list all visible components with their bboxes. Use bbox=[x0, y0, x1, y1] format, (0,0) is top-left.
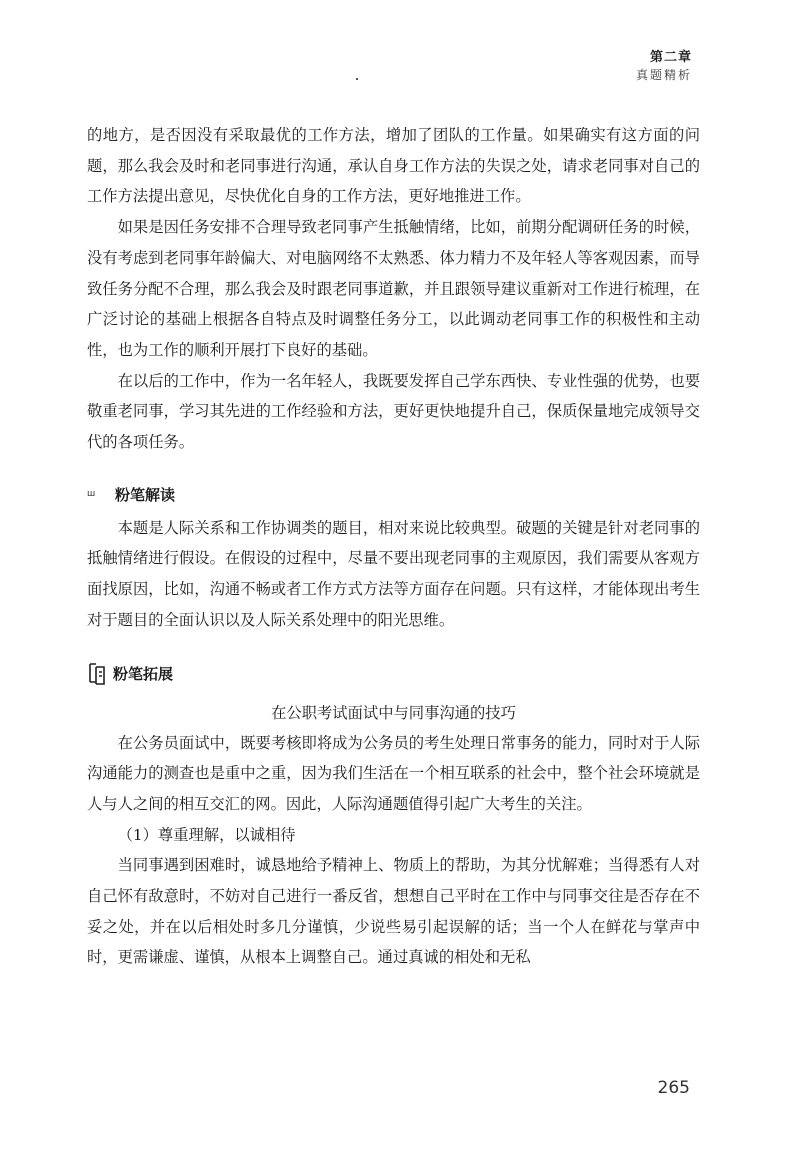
reading-section-icon: ш bbox=[87, 489, 97, 500]
paragraph: 在以后的工作中，作为一名年轻人，我既要发挥自己学东西快、专业性强的优势，也要敬重老同事，学习其先进的工作经验和方法，更好更快地提升自己，保质保量地完成领导交代的各项任务。 bbox=[87, 371, 700, 452]
point-paragraph: 当同事遇到困难时，诚恳地给予精神上、物质上的帮助，为其分忧解难；当得悉有人对自己怀有敌意时，不妨对自己进行一番反省，想想自己平时在工作中与同事交往是否存在不妥之处，并在以后相处时多几分谨慎，少说些易引起误解的话；当一个人在鲜花与掌声中时，更需谦虚、谨慎，从根本上调整自己。通过真诚的相处和无私 bbox=[87, 856, 700, 967]
extend-intro-paragraph: 在公务员面试中，既要考核即将成为公务员的考生处理日常事务的能力，同时对于人际沟通能力的测查也是重中之重，因为我们生活在一个相互联系的社会中，整个社会环境就是人与人之间的相互交汇的网。因此，人际沟通题值得引起广大考生的关注。 bbox=[87, 733, 700, 813]
point-heading: （1）尊重理解，以诚相待 bbox=[117, 825, 296, 844]
section-heading-reading bbox=[87, 484, 700, 505]
page-number: 265 bbox=[657, 1078, 690, 1098]
extend-subtitle: 在公职考试面试中与同事沟通的技巧 bbox=[271, 703, 516, 722]
section-title: 粉笔解读 bbox=[115, 485, 176, 504]
running-header-chapter: 第二章 bbox=[649, 50, 692, 65]
section-title: 粉笔拓展 bbox=[113, 665, 174, 684]
speck-mark bbox=[356, 78, 358, 80]
reading-paragraph: 本题是人际关系和工作协调类的题目，相对来说比较典型。破题的关键是针对老同事的抵触情绪进行假设。在假设的过程中，尽量不要出现老同事的主观原因，我们需要从客观方面找原因，比如，沟通不畅或者工作方式方法等方面存在问题。只有这样，才能体现出考生对于题目的全面认识以及人际关系处理中的阳光思维。 bbox=[87, 518, 700, 629]
book-icon bbox=[87, 662, 107, 686]
paragraph: 如果是因任务安排不合理导致老同事产生抵触情绪，比如，前期分配调研任务的时候，没有考虑到老同事年龄偏大、对电脑网络不太熟悉、体力精力不及年轻人等客观因素，而导致任务分配不合理，那么我会及时跟老同事道歉，并且跟领导建议重新对工作进行梳理，在广泛讨论的基础上根据各自特点及时调整任务分工，以此调动老同事工作的积极性和主动性，也为工作的顺利开展打下良好的基础。 bbox=[87, 218, 700, 359]
page-body bbox=[87, 120, 700, 973]
section-heading-extend bbox=[87, 662, 700, 686]
paragraph-continued: 的地方，是否因没有采取最优的工作方法，增加了团队的工作量。如果确实有这方面的问题，那么我会及时和老同事进行沟通，承认自身工作方法的失误之处，请求老同事对自己的工作方法提出意见，尽快优化自身的工作方法，更好地推进工作。 bbox=[87, 126, 700, 206]
running-header-subtitle: 真题精析 bbox=[635, 68, 692, 82]
